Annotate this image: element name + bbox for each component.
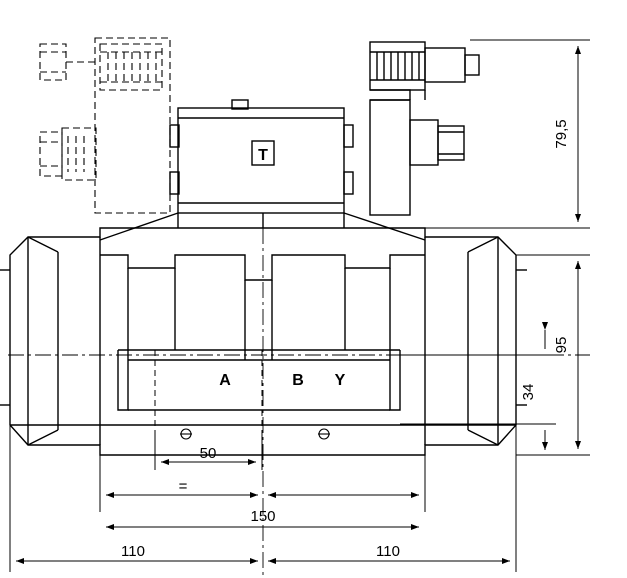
dimension-label-110-left: 110 [121,543,145,560]
tank-symbol-label: T [258,147,268,164]
dimension-label-79-5: 79,5 [553,119,570,149]
pilot-valve-block [100,100,425,240]
dimension-label-150: 150 [250,508,276,525]
dimension-label-equal-left: = [178,478,188,495]
center-lines [8,228,590,575]
phantom-solenoid-left [40,38,170,213]
dimension-label-95: 95 [553,336,570,354]
bore-symbols [180,429,330,439]
valve-body-outline [0,228,527,455]
dimension-label-110-right: 110 [376,543,400,560]
solenoid-right [370,42,479,215]
port-label-A: A [219,372,231,389]
hidden-lines [155,350,262,445]
dimension-label-34: 34 [520,383,537,401]
port-label-Y: Y [334,372,346,389]
port-label-B: B [292,372,304,389]
dimension-label-50: 50 [199,445,217,462]
